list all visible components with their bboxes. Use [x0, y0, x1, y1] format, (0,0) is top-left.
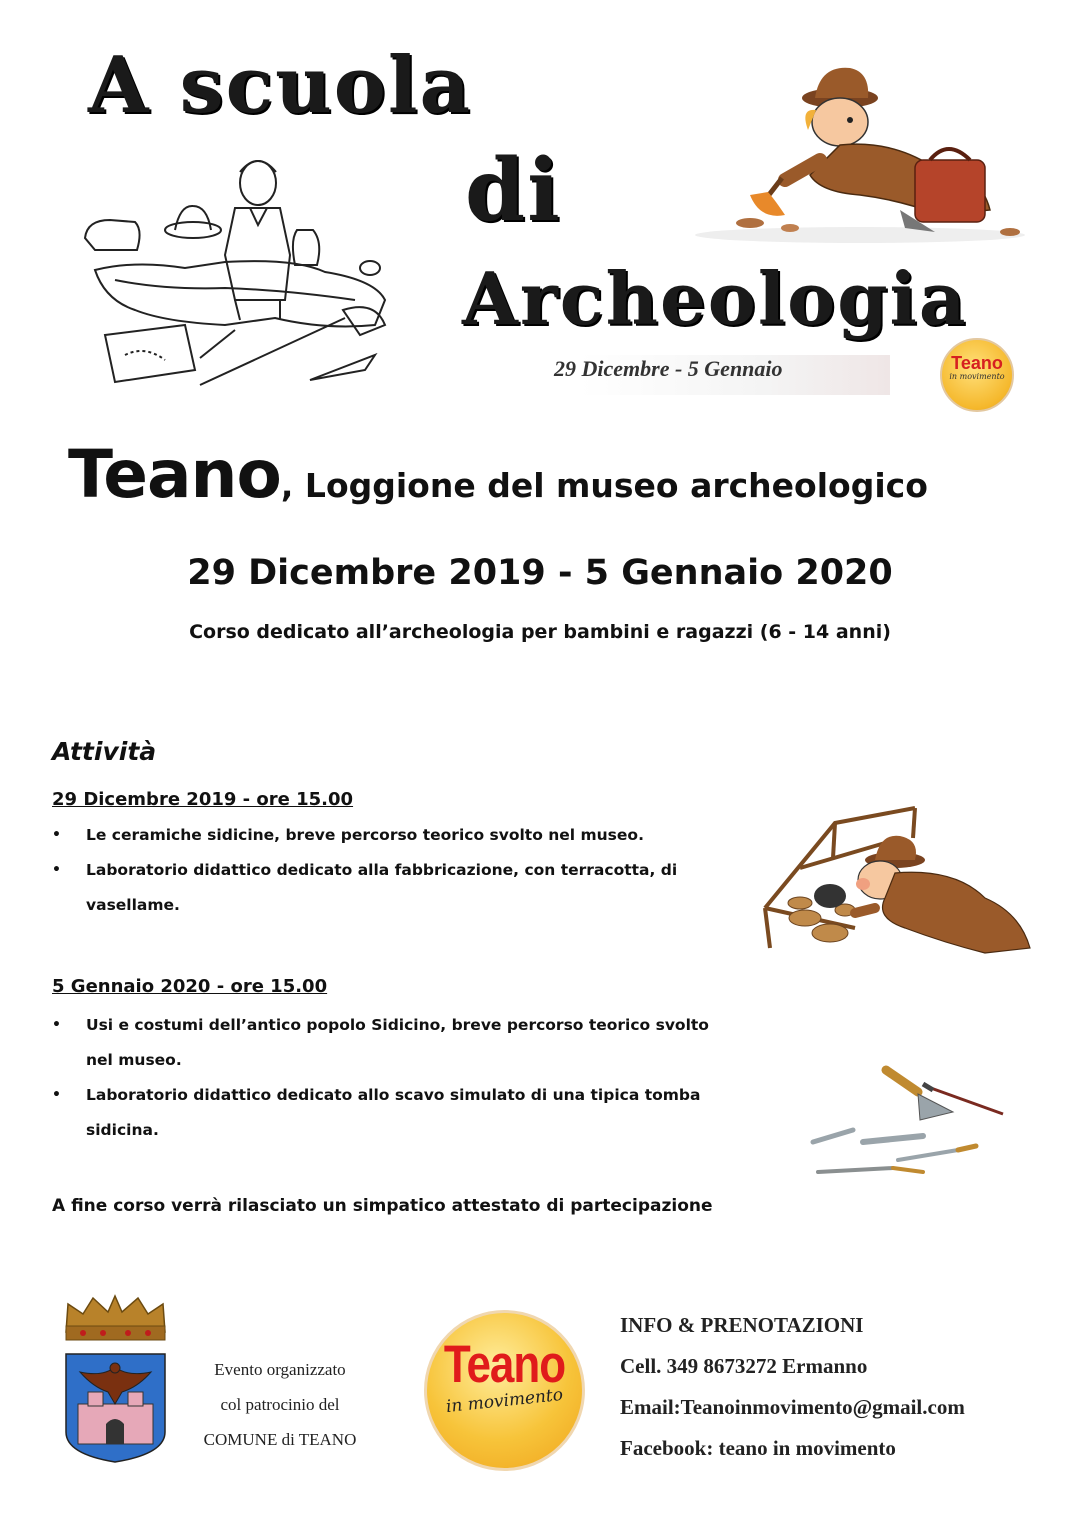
small-logo-sub: in movimento	[949, 372, 1005, 381]
info-phone: Cell. 349 8673272 Ermanno	[620, 1354, 868, 1378]
archeology-tools-illustration	[808, 1062, 1008, 1182]
list-item: • Laboratorio didattico dedicato alla fabbricazione, con terracotta, di vasellame.	[52, 853, 732, 923]
info-title: INFO & PRENOTAZIONI	[620, 1313, 864, 1337]
event-dates: 29 Dicembre 2019 - 5 Gennaio 2020	[187, 553, 893, 593]
info-email: Email:Teanoinmovimento@gmail.com	[620, 1395, 965, 1419]
list-item: • Usi e costumi dell’antico popolo Sidicino, breve percorso teorico svolto nel museo.	[52, 1008, 732, 1078]
day-1-list	[52, 818, 732, 923]
organizer-line-1: Evento organizzato	[214, 1360, 346, 1379]
activities-heading: Attività	[52, 737, 157, 766]
teano-in-movimento-small-logo	[940, 338, 1014, 412]
info-facebook: Facebook: teano in movimento	[620, 1436, 896, 1460]
archeologist-digging-illustration	[755, 798, 1035, 963]
course-description: Corso dedicato all’archeologia per bambini e ragazzi (6 - 14 anni)	[189, 621, 891, 643]
teano-in-movimento-logo	[424, 1310, 585, 1471]
title-dates-banner	[554, 355, 890, 395]
small-logo-name: Teano	[951, 353, 1003, 373]
logo-sub: in movimento	[445, 1384, 564, 1418]
day-2-title: 5 Gennaio 2020 - ore 15.00	[52, 976, 328, 997]
closing-note: A fine corso verrà rilasciato un simpatico attestato di partecipazione	[52, 1196, 713, 1216]
archeologist-brushing-illustration	[690, 60, 1030, 245]
organizer-line-3: COMUNE di TEANO	[203, 1430, 357, 1449]
title-line-1: A scuola	[88, 40, 472, 131]
info-block	[620, 1305, 965, 1469]
logo-name: Teano	[443, 1335, 566, 1394]
title-line-2: di	[465, 140, 562, 241]
boy-excavation-illustration	[75, 150, 420, 395]
headline	[68, 436, 928, 513]
organizer-note	[180, 1352, 380, 1457]
headline-venue: , Loggione del museo archeologico	[280, 466, 928, 505]
day-1-title: 29 Dicembre 2019 - ore 15.00	[52, 789, 354, 810]
day-2-list	[52, 1008, 732, 1148]
title-line-3: Archeologia	[462, 256, 968, 341]
title-dates: 29 Dicembre - 5 Gennaio	[554, 356, 783, 381]
list-item: • Laboratorio didattico dedicato allo scavo simulato di una tipica tomba sidicina.	[52, 1078, 732, 1148]
organizer-line-2: col patrocinio del	[220, 1395, 340, 1414]
comune-di-teano-coat-of-arms	[58, 1292, 173, 1464]
list-item: • Le ceramiche sidicine, breve percorso teorico svolto nel museo.	[52, 818, 732, 853]
headline-place: Teano	[68, 436, 281, 513]
